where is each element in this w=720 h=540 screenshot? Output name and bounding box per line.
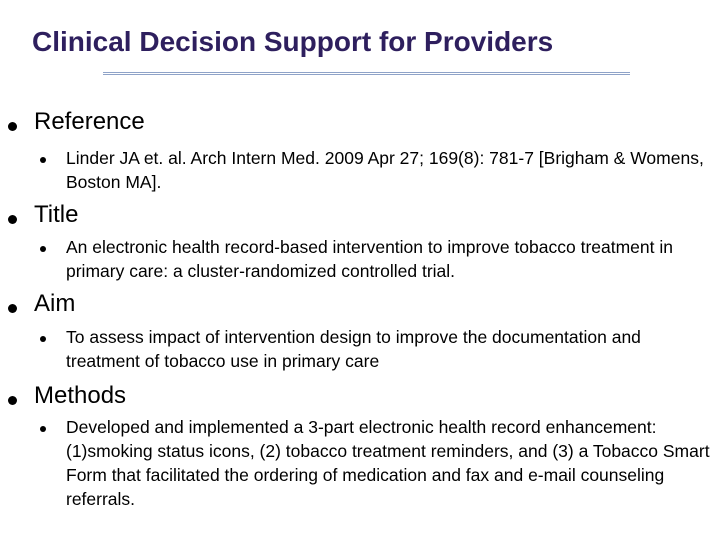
bullet-icon [8, 215, 17, 224]
sub-bullet-icon [40, 426, 46, 432]
sub-bullet-icon [40, 336, 46, 342]
bullet-icon [8, 396, 17, 405]
slide-title: Clinical Decision Support for Providers [32, 26, 554, 57]
section-text-reference: Linder JA et. al. Arch Intern Med. 2009 Apr 27; 169(8): 781-7 [Brigham & Womens, Boston MA]. [66, 148, 704, 192]
sub-bullet-icon [40, 246, 46, 252]
bullet-icon [8, 304, 17, 313]
title-divider [103, 72, 630, 75]
section-heading-reference: Reference [34, 108, 145, 135]
section-heading-title: Title [34, 201, 79, 228]
section-text-aim: To assess impact of intervention design to improve the documentation and treatment of tobacco use in primary care [66, 327, 641, 371]
section-heading-aim: Aim [34, 290, 76, 317]
bullet-icon [8, 122, 17, 131]
section-heading-methods: Methods [34, 382, 127, 409]
section-text-title: An electronic health record-based intervention to improve tobacco treatment in primary care: a cluster-randomized controlled trial. [66, 237, 673, 281]
section-text-methods: Developed and implemented a 3-part electronic health record enhancement: (1)smoking status icons, (2) tobacco treatment reminders, and (3) a Tobacco Smart Form that facilitated the ordering of medication and fax and e-mail counseling referrals. [66, 417, 710, 509]
sub-bullet-icon [40, 157, 46, 163]
